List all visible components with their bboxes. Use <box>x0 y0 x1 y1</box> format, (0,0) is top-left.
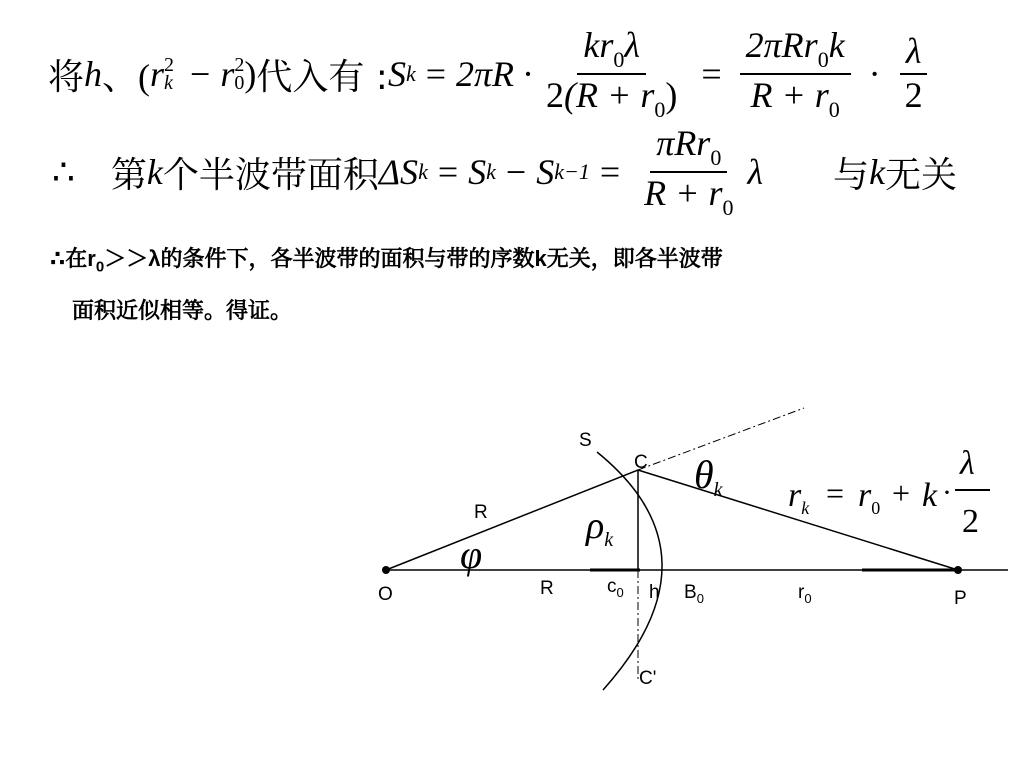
eq1-S-sub: k <box>405 61 416 86</box>
eq1-r2: r <box>220 54 235 94</box>
eq1-frac1-num: kr <box>583 24 614 65</box>
formula-r0: $r_0$ <box>858 477 881 518</box>
eq1-r1: r <box>150 54 165 94</box>
eq1-sub1: k <box>164 72 173 94</box>
eq1-sub2: 0 <box>234 72 245 94</box>
eq2-text-b: 个半波带面积 <box>162 154 379 196</box>
formula-dot: · <box>942 476 952 509</box>
eq2-delta-sub: k <box>418 159 428 184</box>
eq1-text: 代入有 : <box>256 56 388 98</box>
eq1-close: ) <box>244 54 257 94</box>
eq1-frac2-num-sub: 0 <box>817 46 829 72</box>
label-R-upper: R <box>474 502 488 523</box>
eq2-eq1: = <box>437 152 459 192</box>
symbol-theta: $\theta_k$ <box>694 452 723 501</box>
label-r0: $r_0$ <box>798 582 812 606</box>
label-O: O <box>378 584 393 605</box>
eq1-sup2: 2 <box>234 54 245 76</box>
eq1-sep: 、( <box>102 56 151 97</box>
eq2-delta: ΔS <box>378 152 419 192</box>
eq2-S1: S <box>468 152 487 192</box>
eq1-frac1-den-c: ) <box>665 75 678 115</box>
label-R-lower: R <box>540 578 554 599</box>
eq2-minus: − <box>505 152 527 192</box>
eq1-prefix: 将 <box>48 56 85 98</box>
note-line-1-sub: 0 <box>95 258 105 276</box>
eq1-frac1-num-tail: λ <box>624 24 640 65</box>
symbol-rho: $\rho_k$ <box>586 505 614 551</box>
label-S: S <box>579 430 592 451</box>
eq2-S2: S <box>536 152 555 192</box>
eq1-sup1: 2 <box>164 54 175 76</box>
eq2-lambda: λ <box>747 152 764 192</box>
formula-den: 2 <box>962 503 979 540</box>
eq1-frac3-num: λ <box>900 33 928 75</box>
formula-num: λ <box>960 445 975 482</box>
eq1-frac2-den: R + r <box>750 75 829 115</box>
eq1-minus: − <box>190 54 211 94</box>
eq1-eq1: = <box>425 54 447 94</box>
note-line-1-a: ∴在r <box>50 246 96 271</box>
formula-plus: + <box>892 475 911 511</box>
eq1-frac2-num: 2πRr <box>745 24 818 65</box>
note-line-2-text: 面积近似相等。得证。 <box>72 298 293 323</box>
eq1-frac1-den-a: 2 <box>546 75 565 115</box>
eq2-eq2: = <box>599 152 621 192</box>
label-C: C <box>634 452 648 473</box>
eq2-frac-den: R + r <box>644 173 723 213</box>
dashdot-extension <box>638 408 804 470</box>
symbol-phi: φ <box>460 532 483 577</box>
eq2-frac-den-sub: 0 <box>722 195 734 220</box>
eq2-frac-num: πRr <box>656 122 711 163</box>
eq1-2piR: 2πR · <box>456 54 533 94</box>
label-C-prime: C' <box>639 668 657 689</box>
formula-lhs: $r_k$ <box>788 477 810 518</box>
eq1-frac3-den: 2 <box>904 75 923 115</box>
label-P: P <box>954 588 967 609</box>
note-line-1-b: ＞＞λ的条件下，各半波带的面积与带的序数k无关，即各半波带 <box>104 246 723 271</box>
eq1-frac1-num-sub: 0 <box>613 46 625 72</box>
label-h: h <box>649 582 660 603</box>
eq1-frac1-den-b: (R + r <box>564 75 655 115</box>
eq2-S2-sub: k−1 <box>554 159 590 184</box>
label-B0: $B_0$ <box>684 582 704 606</box>
eq1-frac1-den-sub: 0 <box>654 97 666 122</box>
eq1-frac2-num-tail: k <box>828 24 845 65</box>
eq2-tail-a: 与 <box>833 154 870 196</box>
eq2-S1-sub: k <box>486 159 496 184</box>
label-c0: $c_0$ <box>607 576 624 600</box>
point-O <box>382 566 390 574</box>
eq1-dot: · <box>868 54 881 94</box>
formula-k: k <box>922 477 938 514</box>
point-P <box>954 566 962 574</box>
eq2-frac-num-sub: 0 <box>710 144 722 170</box>
eq2-tail-b: 无关 <box>885 154 958 196</box>
eq2-therefore: ∴ <box>52 152 75 192</box>
formula-eq: = <box>826 475 845 511</box>
eq1-h: h <box>84 54 103 94</box>
eq1-eq2: = <box>701 54 722 94</box>
eq1-frac2-den-sub: 0 <box>828 97 840 122</box>
eq2-text-a: 第 <box>110 154 147 196</box>
eq2-tail-k: k <box>869 152 886 192</box>
eq1-S: S <box>387 54 406 94</box>
eq2-k: k <box>146 152 163 192</box>
